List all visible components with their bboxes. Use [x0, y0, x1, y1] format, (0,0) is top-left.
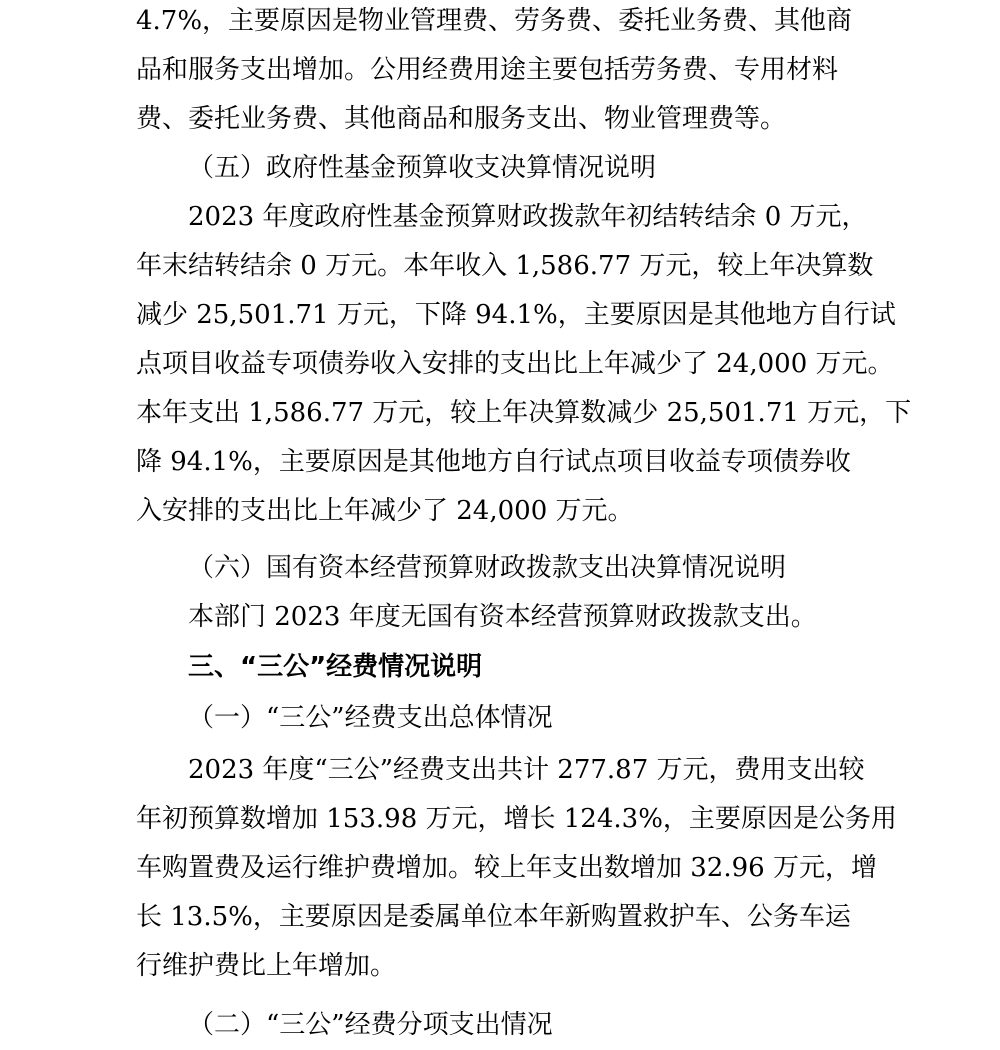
paragraph-line: 降 94.1%，主要原因是其他地方自行试点项目收益专项债券收 [136, 447, 851, 477]
paragraph-line: 年初预算数增加 153.98 万元，增长 124.3%，主要原因是公务用 [136, 804, 897, 834]
paragraph-line: 车购置费及运行维护费增加。较上年支出数增加 32.96 万元，增 [136, 853, 877, 883]
section-heading-five: （五）政府性基金预算收支决算情况说明 [188, 153, 657, 183]
paragraph-line: 本年支出 1,586.77 万元，较上年决算数减少 25,501.71 万元，下 [136, 398, 912, 428]
section-heading-three: 三、“三公”经费情况说明 [188, 652, 483, 682]
paragraph-line: 减少 25,501.71 万元，下降 94.1%，主要原因是其他地方自行试 [136, 300, 896, 330]
paragraph-line: 2023 年度政府性基金预算财政拨款年初结转结余 0 万元， [188, 202, 868, 232]
subsection-heading-two: （二）“三公”经费分项支出情况 [188, 1010, 553, 1040]
paragraph-line: 行维护费比上年增加。 [136, 951, 397, 981]
paragraph-line: 费、委托业务费、其他商品和服务支出、物业管理费等。 [136, 104, 787, 134]
paragraph-line: 本部门 2023 年度无国有资本经营预算财政拨款支出。 [188, 602, 817, 632]
paragraph-line: 点项目收益专项债券收入安排的支出比上年减少了 24,000 万元。 [136, 349, 894, 379]
section-heading-six: （六）国有资本经营预算财政拨款支出决算情况说明 [188, 553, 787, 583]
paragraph-line: 2023 年度“三公”经费支出共计 277.87 万元，费用支出较 [188, 755, 865, 785]
subsection-heading-one: （一）“三公”经费支出总体情况 [188, 703, 553, 733]
paragraph-line: 品和服务支出增加。公用经费用途主要包括劳务费、专用材料 [136, 55, 839, 85]
paragraph-line: 长 13.5%，主要原因是委属单位本年新购置救护车、公务车运 [136, 902, 851, 932]
paragraph-line: 4.7%，主要原因是物业管理费、劳务费、委托业务费、其他商 [136, 6, 853, 36]
paragraph-line: 年末结转结余 0 万元。本年收入 1,586.77 万元，较上年决算数 [136, 251, 874, 281]
paragraph-line: 入安排的支出比上年减少了 24,000 万元。 [136, 496, 634, 526]
